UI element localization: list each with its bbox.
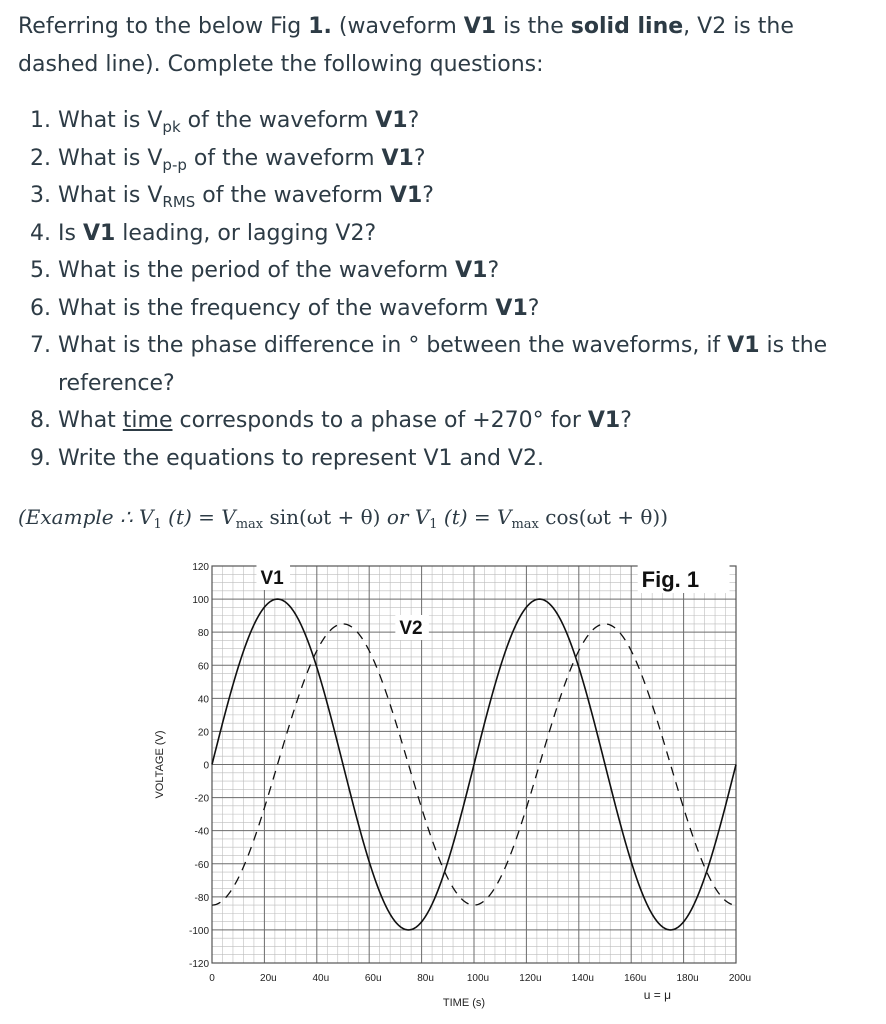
example-formula [18,505,878,532]
question-text: of the waveform [180,108,376,133]
question-bold: V1 [495,295,528,321]
y-tick-label: 40 [197,694,209,706]
question-text: ? [487,258,500,283]
question-item [30,102,850,140]
question-text: What [58,408,123,433]
intro-paragraph [18,8,868,84]
question-text: Is [58,220,83,246]
question-text: ? [407,108,420,133]
question-item [30,402,850,440]
question-bold: V1 [455,258,488,283]
question-number: 9. [30,445,51,471]
example-text: (t) = V [161,505,236,529]
question-subscript: p-p [162,155,187,174]
intro-mid3: , V2 is the dashed line). Complete the following questions: [18,14,794,77]
question-number: 1. [30,108,51,133]
question-text: ? [413,145,426,171]
question-text: What is V [58,183,163,208]
label-v1: V1 [260,568,284,589]
question-bold: V1 [727,333,760,358]
example-text: V [408,505,430,529]
x-unit-note: u = μ [643,988,672,1002]
x-tick-label: 60u [364,973,382,984]
x-tick-label: 100u [466,973,490,984]
y-tick-label: -80 [194,892,209,904]
y-tick-label: -60 [194,859,209,871]
y-tick-label: -100 [188,925,209,937]
question-underline: time [122,408,173,433]
question-subscript: pk [162,118,181,136]
x-tick-label: 160u [624,973,647,984]
question-text: What is V [58,108,163,133]
label-v2: V2 [399,618,423,639]
x-tick-label: 20u [260,973,277,984]
y-tick-label: -40 [194,826,209,838]
y-tick-label: 20 [197,727,209,739]
example-open: (Example ∴ V [18,505,154,529]
question-list [30,102,850,477]
x-tick-label: 140u [571,973,594,984]
intro-mid2: is the [496,14,571,39]
question-item [30,177,850,215]
question-text: ? [422,183,434,208]
question-text: of the waveform [186,145,382,171]
x-tick-label: 80u [417,973,434,984]
question-text: leading, or lagging V2? [115,220,377,246]
question-text: of the waveform [195,183,390,208]
question-text: is the reference? [58,333,828,396]
question-text: ? [620,408,632,433]
example-sub: 1 [429,517,438,532]
question-text: What is the phase difference in ° between the waveforms, if [58,333,728,358]
question-text: What is V [58,145,163,171]
intro-solid: solid line [570,14,684,39]
example-text: (t) = V [437,505,512,529]
x-tick-label: 0 [209,973,215,984]
question-text: Write the equations to represent V1 and V2. [58,445,544,471]
y-tick-label: -120 [188,959,209,970]
question-text: What is the frequency of the waveform [58,295,496,321]
example-sub: max [235,517,264,532]
x-axis-label: TIME (s) [442,997,486,1009]
x-tick-label: 40u [312,973,330,984]
question-bold: V1 [82,220,116,246]
question-subscript: RMS [162,193,196,211]
question-text: ? [527,295,540,321]
question-item [30,290,850,328]
example-text: cos(ωt + θ)) [538,505,669,529]
question-text: corresponds to a phase of +270° for [172,408,588,433]
question-bold: V1 [381,145,414,171]
question-number: 3. [30,183,51,208]
question-number: 5. [30,258,51,283]
y-tick-label: 0 [203,760,209,772]
y-tick-label: 100 [192,595,209,607]
intro-v1: V1 [463,14,497,39]
y-tick-label: 120 [192,562,209,573]
question-number: 7. [30,333,51,358]
y-tick-label: -20 [194,793,209,805]
example-sub: max [511,517,539,532]
chart-title: Fig. 1 [641,567,700,592]
question-bold: V1 [375,108,408,133]
y-tick-label: 80 [197,628,209,640]
question-number: 6. [30,295,51,321]
question-text: What is the period of the waveform [58,258,456,283]
x-tick-label: 200u [728,973,752,984]
intro-fig-ref: 1. [308,14,332,39]
example-sub: 1 [153,517,162,532]
question-bold: V1 [587,408,621,433]
question-bold: V1 [389,183,423,208]
question-number: 2. [30,145,51,171]
question-item [30,215,850,253]
intro-prefix: Referring to the below Fig [18,14,309,39]
question-item [30,440,850,478]
x-tick-label: 180u [676,973,699,984]
question-number: 4. [30,220,51,246]
question-number: 8. [30,408,51,433]
question-item [30,252,850,290]
question-item [30,327,850,402]
example-text: sin(ωt + θ) [263,505,387,529]
y-axis-label: VOLTAGE (V) [154,730,166,799]
waveform-chart [0,548,886,1024]
question-item [30,140,850,178]
y-tick-label: 60 [197,661,209,673]
x-tick-label: 120u [519,973,542,984]
example-or: or [386,505,409,529]
intro-mid1: (waveform [331,14,464,39]
